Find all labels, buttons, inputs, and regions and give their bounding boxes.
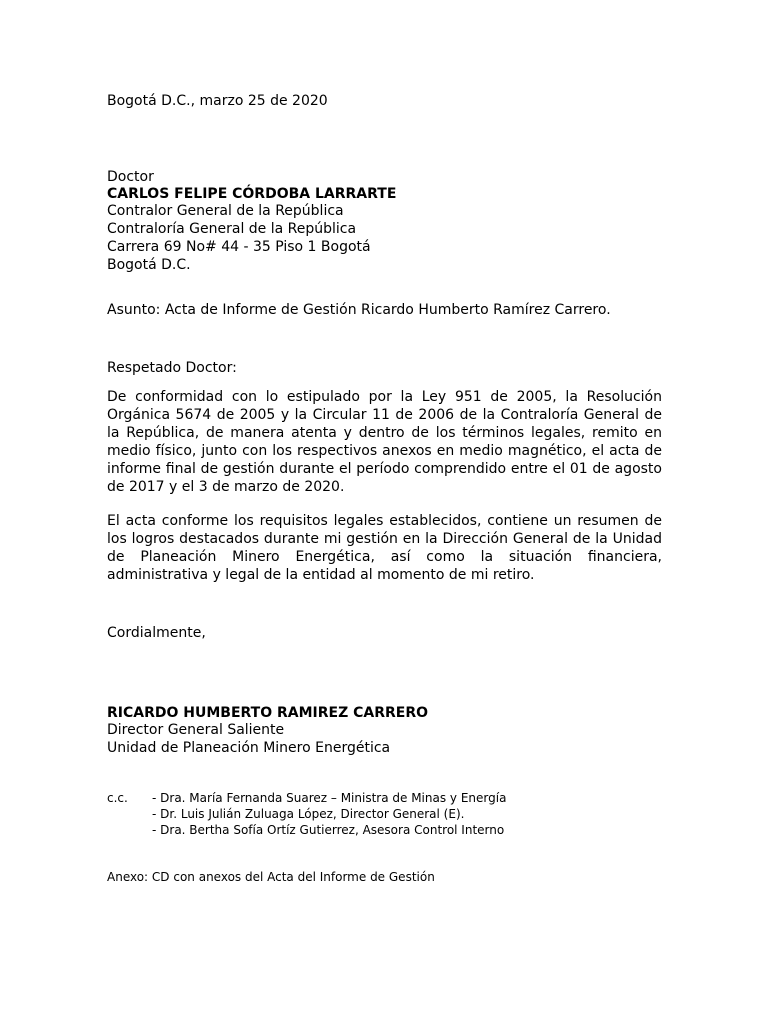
recipient-address: Carrera 69 No# 44 - 35 Piso 1 Bogotá <box>107 239 371 255</box>
body-paragraph-2: El acta conforme los requisitos legales establecidos, contiene un resumen de los logros destacados durante mi gestión en la Dirección General de la Unidad de Planeación Minero Energética, así como la situación financiera, administrativa y legal de la entidad al momento de mi retiro. <box>107 513 662 583</box>
cc-list <box>152 790 506 838</box>
recipient-city: Bogotá D.C. <box>107 257 191 273</box>
cc-item: - Dr. Luis Julián Zuluaga López, Director General (E). <box>152 807 465 821</box>
greeting: Respetado Doctor: <box>107 360 237 376</box>
recipient-position: Contralor General de la República <box>107 203 344 219</box>
cc-item: - Dra. María Fernanda Suarez – Ministra de Minas y Energía <box>152 791 507 805</box>
recipient-organization: Contraloría General de la República <box>107 221 357 237</box>
recipient-title: Doctor <box>107 169 154 185</box>
subject-line: Asunto: Acta de Informe de Gestión Ricardo Humberto Ramírez Carrero. <box>107 302 611 318</box>
place-date: Bogotá D.C., marzo 25 de 2020 <box>107 93 328 109</box>
signer-position: Director General Saliente <box>107 722 285 738</box>
annex-line: Anexo: CD con anexos del Acta del Informe de Gestión <box>107 870 435 884</box>
body-paragraph-1: De conformidad con lo estipulado por la Ley 951 de 2005, la Resolución Orgánica 5674 de 2005 y la Circular 11 de 2006 de la Contraloría General de la República, de manera atenta y dentro de los términos legales, remito en medio físico, junto con los respectivos anexos en medio magnético, el acta de informe final de gestión durante el período comprendido entre el 01 de agosto de 2017 y el 3 de marzo de 2020. <box>107 389 662 495</box>
cc-label: c.c. <box>107 791 128 805</box>
closing: Cordialmente, <box>107 625 206 641</box>
cc-item: - Dra. Bertha Sofía Ortíz Gutierrez, Asesora Control Interno <box>152 823 505 837</box>
signer-name: RICARDO HUMBERTO RAMIREZ CARRERO <box>107 705 429 721</box>
signer-organization: Unidad de Planeación Minero Energética <box>107 740 391 756</box>
recipient-name: CARLOS FELIPE CÓRDOBA LARRARTE <box>107 186 397 202</box>
